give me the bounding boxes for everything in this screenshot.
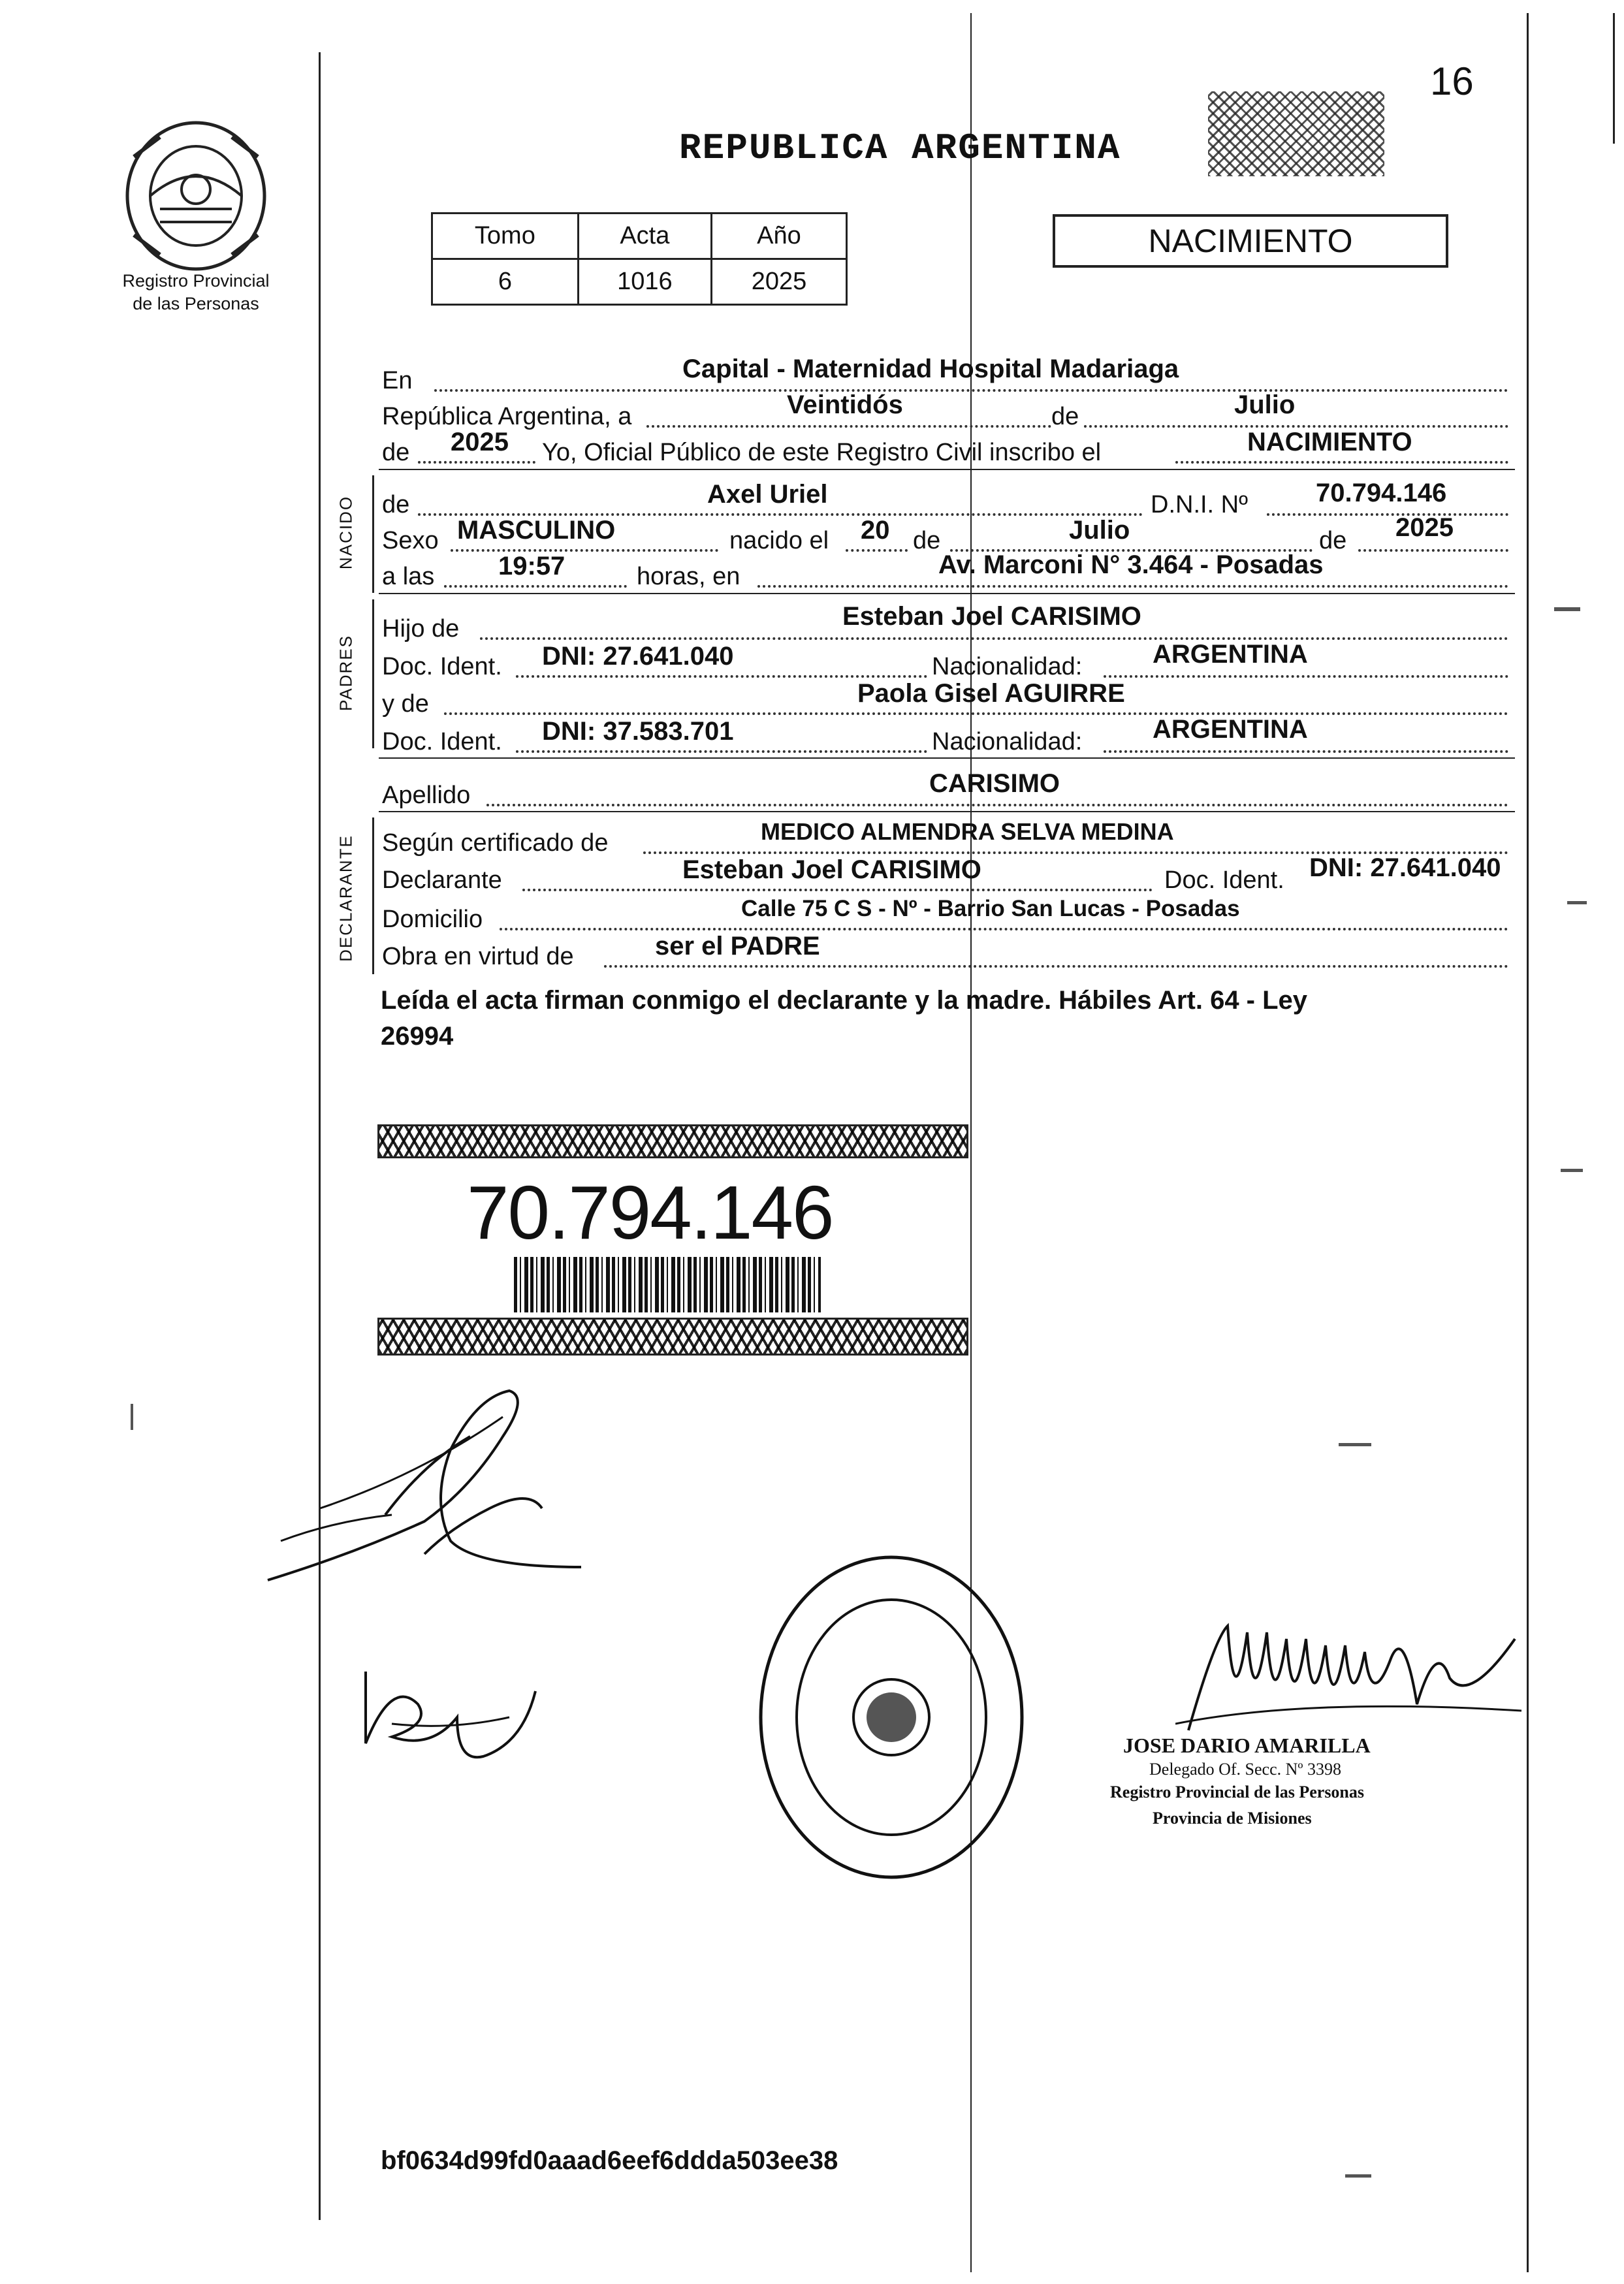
- registration-month: Julio: [1234, 390, 1296, 419]
- mother-doc: DNI: 37.583.701: [542, 717, 734, 746]
- birth-year: 2025: [1395, 513, 1454, 542]
- label-de-birth-month: de: [913, 527, 941, 554]
- label-horas-en: horas, en: [637, 563, 740, 590]
- official-seal-icon: [754, 1551, 1028, 1884]
- dotline-birth-year: [1358, 549, 1508, 552]
- logo-caption-1: Registro Provincial: [122, 271, 270, 291]
- label-yo-oficial: Yo, Oficial Público de este Registro Civil inscribo el: [542, 439, 1102, 466]
- right-edge-line: [1613, 13, 1615, 144]
- child-dni: 70.794.146: [1316, 479, 1447, 507]
- dotline-sexo: [451, 549, 718, 552]
- label-nacionalidad-father: Nacionalidad:: [932, 653, 1083, 680]
- stamp-line-3: Registro Provincial de las Personas: [1110, 1783, 1365, 1801]
- table-value-tomo: 6: [432, 259, 579, 305]
- registry-table: [431, 212, 848, 306]
- label-apellido: Apellido: [382, 782, 471, 809]
- dotline-mother-nat: [1104, 750, 1508, 753]
- label-de-name: de: [382, 491, 410, 518]
- father-name: Esteban Joel CARISIMO: [842, 602, 1141, 631]
- dotline-father-nat: [1104, 675, 1508, 678]
- birth-time: 19:57: [498, 552, 565, 580]
- right-margin-line: [1527, 13, 1529, 2272]
- stamp-line-1: JOSE DARIO AMARILLA: [1123, 1734, 1371, 1757]
- divider-nacido: [379, 593, 1515, 594]
- closing-note-line1: Leída el acta firman conmigo el declarante y la madre. Hábiles Art. 64 - Ley: [381, 986, 1308, 1015]
- label-de-year: de: [382, 439, 410, 466]
- table-value-anio: 2025: [711, 259, 846, 305]
- scan-speck: [1554, 607, 1580, 611]
- dotline-place: [434, 389, 1508, 392]
- scan-speck: [1561, 1169, 1583, 1172]
- label-de-birth-year: de: [1319, 527, 1347, 554]
- official-seal: [754, 1551, 1028, 1884]
- certificate-type-box: NACIMIENTO: [1053, 214, 1448, 268]
- label-obra-en-virtud: Obra en virtud de: [382, 943, 574, 970]
- security-band-top: [377, 1124, 968, 1158]
- label-sexo: Sexo: [382, 527, 439, 554]
- declarant-doc: DNI: 27.641.040: [1309, 853, 1501, 882]
- page-number: 16: [1430, 59, 1474, 103]
- dotline-father-doc: [516, 675, 927, 678]
- province-crest-icon: [121, 118, 271, 274]
- label-doc-ident-declarant: Doc. Ident.: [1164, 866, 1284, 894]
- section-label-padres: PADRES: [336, 635, 356, 711]
- label-doc-ident-father: Doc. Ident.: [382, 653, 502, 680]
- label-nacido-el: nacido el: [729, 527, 829, 554]
- dotline-mother-name: [444, 712, 1508, 715]
- label-de-month: de: [1051, 403, 1079, 430]
- left-margin-line: [319, 52, 321, 2220]
- divider-intro: [379, 469, 1515, 470]
- registration-day: Veintidós: [787, 390, 903, 419]
- officer-signature-icon: [1175, 1600, 1528, 1750]
- divider-padres: [379, 757, 1515, 759]
- birth-place: Av. Marconi N° 3.464 - Posadas: [938, 550, 1324, 579]
- mother-signature: [353, 1652, 562, 1783]
- dotline-declarant: [522, 889, 1153, 891]
- section-label-declarante: DECLARANTE: [336, 834, 356, 962]
- label-declarante: Declarante: [382, 866, 502, 894]
- child-first-name: Axel Uriel: [707, 480, 828, 509]
- scan-speck: [1339, 1443, 1371, 1446]
- table-header-anio: Año: [711, 214, 846, 259]
- father-nationality: ARGENTINA: [1153, 640, 1308, 669]
- nacido-bracket: [372, 475, 374, 593]
- label-y-de: y de: [382, 690, 429, 718]
- closing-note-line2: 26994: [381, 1022, 454, 1051]
- document-hash: bf0634d99fd0aaad6eef6ddda503ee38: [381, 2146, 838, 2175]
- declarant-signature: [255, 1358, 620, 1619]
- section-label-nacido: NACIDO: [336, 495, 356, 570]
- divider-apellido: [379, 811, 1515, 812]
- label-en: En: [382, 367, 413, 394]
- declarant-address: Calle 75 C S - Nº - Barrio San Lucas - Posadas: [741, 896, 1240, 921]
- barcode-number: 70.794.146: [467, 1170, 833, 1255]
- barcode: [514, 1257, 821, 1312]
- registration-year: 2025: [451, 428, 509, 456]
- label-hijo-de: Hijo de: [382, 615, 460, 642]
- declarante-bracket: [372, 817, 374, 974]
- dotline-dni: [1267, 513, 1508, 516]
- declarant-signature-icon: [255, 1358, 620, 1619]
- medical-certificate: MEDICO ALMENDRA SELVA MEDINA: [761, 818, 1174, 845]
- child-sex: MASCULINO: [457, 516, 616, 545]
- dotline-reason: [604, 965, 1508, 968]
- dotline-mother-doc: [516, 750, 927, 753]
- birth-day: 20: [861, 516, 890, 545]
- dotline-address: [500, 928, 1508, 930]
- center-fold-line: [970, 13, 972, 2272]
- table-header-acta: Acta: [578, 214, 711, 259]
- table-value-acta: 1016: [578, 259, 711, 305]
- dotline-year: [418, 461, 535, 464]
- padres-bracket: [372, 599, 374, 748]
- dotline-event: [1175, 461, 1508, 464]
- dotline-birth-place: [757, 585, 1508, 588]
- officer-signature: [1175, 1600, 1528, 1750]
- province-logo: [121, 118, 271, 274]
- label-segun-cert: Según certificado de: [382, 829, 609, 857]
- table-header-tomo: Tomo: [432, 214, 579, 259]
- label-a-las: a las: [382, 563, 435, 590]
- stamp-line-2: Delegado Of. Secc. Nº 3398: [1149, 1760, 1341, 1779]
- dotline-day: [646, 425, 1051, 428]
- scan-speck: [1345, 2174, 1371, 2178]
- label-dni: D.N.I. Nº: [1151, 491, 1248, 518]
- logo-caption-2: de las Personas: [133, 294, 259, 313]
- declarant-name: Esteban Joel CARISIMO: [682, 855, 981, 884]
- declarant-reason: ser el PADRE: [655, 932, 820, 960]
- birth-registration-place: Capital - Maternidad Hospital Madariaga: [682, 355, 1179, 383]
- dotline-father-name: [480, 637, 1508, 640]
- label-nacionalidad-mother: Nacionalidad:: [932, 728, 1083, 755]
- stamp-line-4: Provincia de Misiones: [1153, 1809, 1312, 1828]
- mother-nationality: ARGENTINA: [1153, 715, 1308, 744]
- dotline-apellido: [486, 804, 1508, 806]
- label-domicilio: Domicilio: [382, 906, 483, 933]
- registered-event: NACIMIENTO: [1247, 428, 1412, 456]
- security-emblem: [1208, 91, 1384, 176]
- scan-speck: [131, 1404, 133, 1430]
- scan-speck: [1567, 901, 1587, 904]
- surname: CARISIMO: [929, 769, 1060, 798]
- birth-month: Julio: [1069, 516, 1130, 545]
- label-republica: República Argentina, a: [382, 403, 632, 430]
- document-title: REPUBLICA ARGENTINA: [679, 127, 1121, 169]
- mother-signature-icon: [353, 1652, 562, 1783]
- mother-name: Paola Gisel AGUIRRE: [857, 679, 1125, 708]
- label-doc-ident-mother: Doc. Ident.: [382, 728, 502, 755]
- dotline-birth-day: [846, 549, 908, 552]
- dotline-time: [444, 585, 627, 588]
- father-doc: DNI: 27.641.040: [542, 642, 734, 671]
- security-band-bottom: [377, 1318, 968, 1356]
